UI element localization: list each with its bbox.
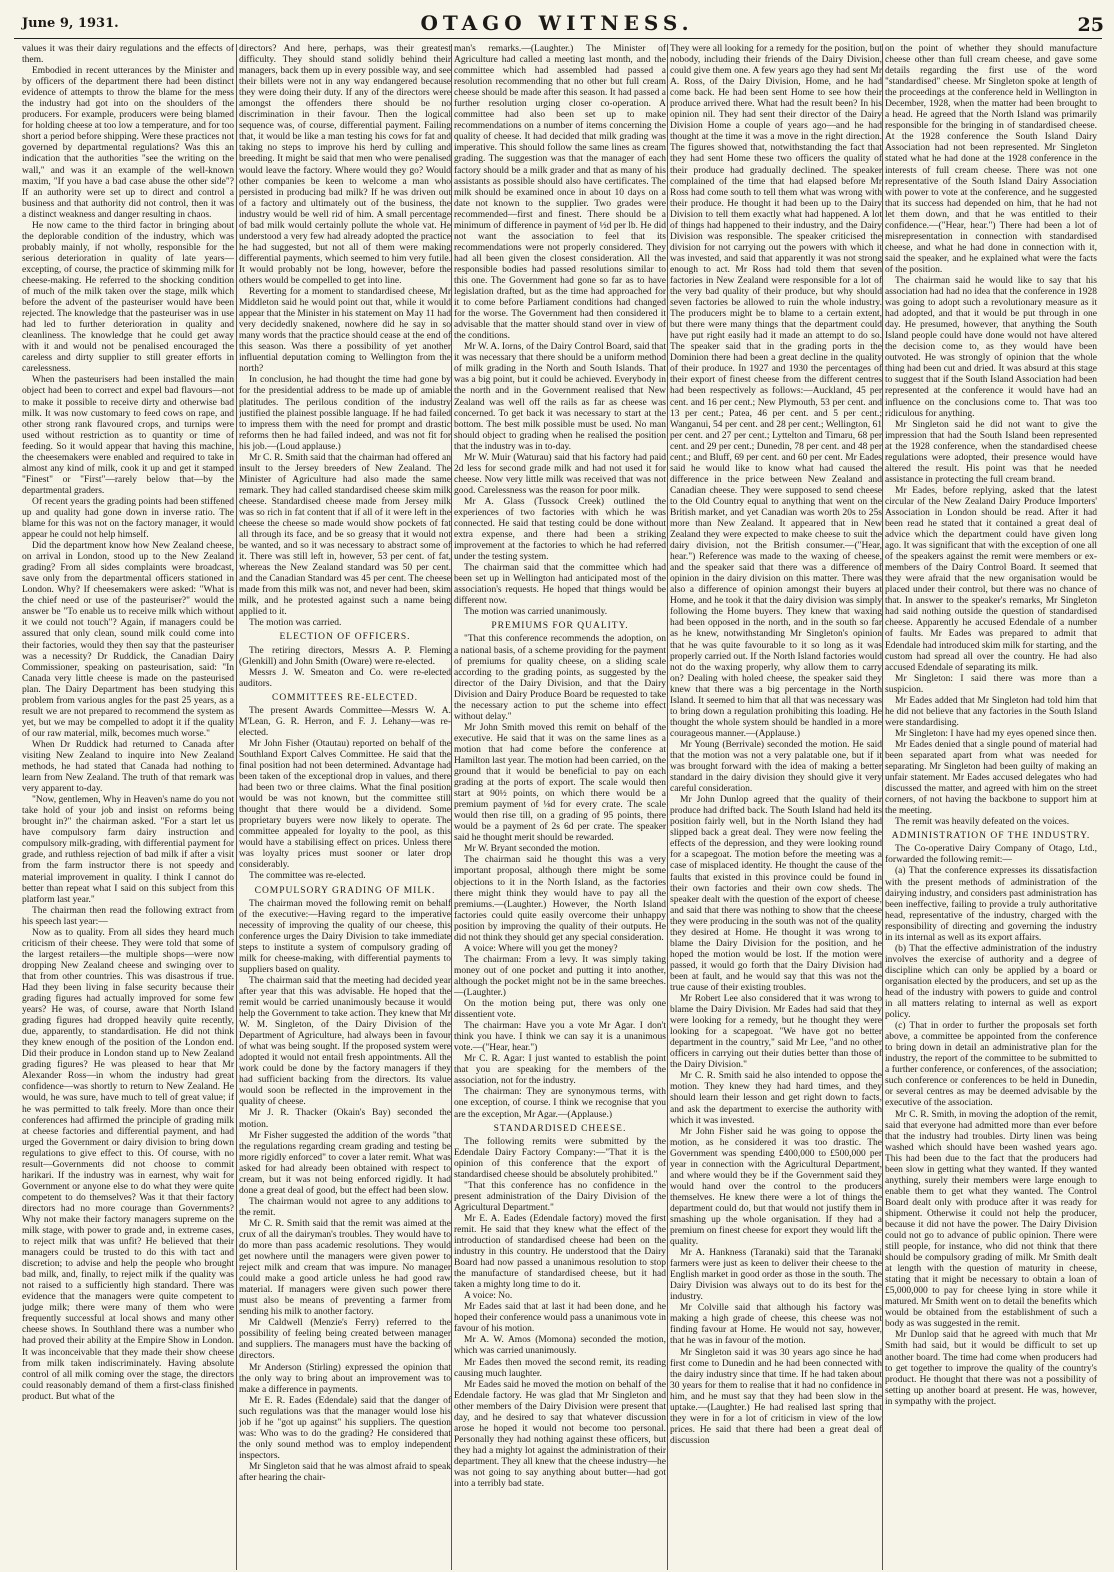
article-paragraph: The present Awards Committee—Messrs W. A. M'Lean, G. R. Herron, and F. J. Lehany—was re-elected. — [239, 705, 451, 738]
article-paragraph: Mr Fisher suggested the addition of the words "that the regulations regarding cream grading and testing be more rigidly enforced" to cover a later remit. What was asked for had already been obtained with respect to cream, but it was not being enforced rigidly. It had done a great deal of good, but the effect had been slow. — [239, 1130, 451, 1196]
text-column-5 — [885, 44, 1097, 1568]
column-divider — [451, 44, 452, 1570]
article-paragraph: The motion was carried. — [249, 618, 342, 629]
article-paragraph: The following remits were submitted by the Edendale Dairy Factory Company:—"That it is the opinion of this conference that the export of standardised cheese should be absolutely prohibited." — [454, 1136, 666, 1180]
article-paragraph: "That this conference has no confidence in the present administration of the Dairy Division of the Agricultural Department." — [454, 1180, 666, 1213]
article-paragraph: Mr Singleton said he did not want to give the impression that had the South Island been represented at the 1928 conference, when the standardised cheese regulations were adopted, their presence would have altered the result. His point was that he needed assistance in protecting the full cream brand. — [885, 419, 1097, 485]
article-paragraph: Of recent years the grading points had been stiffened up and quality had gone down in inverse ratio. The blame for this was not on the factory manager, it would appear he could not help himself. — [22, 496, 234, 541]
article-paragraph: Mr Singleton said that he was almost afraid to speak after hearing the chair- — [239, 1461, 451, 1483]
article-paragraph: Mr W. A. Iorns, of the Dairy Control Board, said that it was necessary that there should be a uniform method of milk grading in the North and South Islands. That was a big point, but it could be achieved. Everybody in the north and in the Government realised that New Zealand was well off the rails as far as cheese was concerned. To get back it was necessary to start at the bottom. The best milk possible must be used. No man should object to grading when he realised the position that the industry was in to-day. — [454, 342, 666, 452]
article-paragraph: Mr Singleton said it was 30 years ago since he had first come to Dunedin and he had been connected with the dairy industry since that time. If he had taken about 30 years for them to realise that it had no confidence in him, and he must say that they had been slow in the uptake.—(Laughter.) He had realised last spring that they were in for a lot of criticism in view of the low prices. He said that there had been a great deal of discussion — [670, 1347, 882, 1446]
article-paragraph: Embodied in recent utterances by the Minister and by officers of the department there had been distinct evidence of attempts to throw the blame for the mess the industry had got into on the shoulders of the producers. For example, producers were being blamed for holding cheese at too low a temperature, and for too short a period before shipping. Were these practices not governed by departmental regulations? Was this an indication that the authorities "see the writing on the wall," and was it an example of the well-known maxim, "If you have a bad case abuse the other side"? If an authority were set up to direct and control a business and that authority did not control, then it was a distinct weakness and danger resulting in chaos. — [22, 66, 234, 220]
text-column-1 — [22, 44, 234, 1568]
article-paragraph: Mr John Fisher (Otautau) reported on behalf of the Southland Export Calves Committee. He said that the final position had not been determined. Advantage had been taken of the exceptional drop in values, and there had been two or three claims. What the final position would be was not known, but the committee still thought that there would be a dividend. Some proprietary buyers were now likely to operate. The committee appealed for loyalty to the pool, as this would have a stabilising effect on prices. Unless there was loyalty prices must sooner or later drop considerably. — [239, 738, 451, 871]
article-paragraph: Mr J. R. Thacker (Okain's Bay) seconded the motion. — [239, 1108, 451, 1130]
article-paragraph: values it was their dairy regulations and the effects of them. — [22, 44, 234, 66]
article-paragraph: Mr Young (Berrivale) seconded the motion. He said that the motion was not a very palatable one, but if it was brought forward with the idea of making a better standard in the dairy division they should give it very careful consideration. — [670, 739, 882, 795]
article-paragraph: man's remarks.—(Laughter.) The Minister of Agriculture had called a meeting last month, and the committee which had assembled had passed a resolution recommending that no other but full cream cheese should be made after this season. It had passed a further resolution urging closer co-operation. A committee had also been set up to make recommendations on a number of items concerning the quality of cheese. It had decided that milk grading was imperative. This should follow the same lines as cream grading. The suggestion was that the manager of each factory should be a milk grader and that as many of his assistants as possible should also have certificates. The milk should be examined once in about 10 days on a date not known to the supplier. Two grades were recommended—first and finest. There should be a minimum of difference in payment of ½d per lb. He did not want the association to feel that its recommendations were not properly considered. They had all been given the closest consideration. All the responsible bodies had passed resolutions similar to this one. The Government had gone so far as to have legislation drafted, but as the time had approached for it to come before Parliament conditions had changed for the worse. The Government had then considered it advisable that the matter should stand over in view of the conditions. — [454, 44, 666, 342]
article-paragraph: On the motion being put, there was only one dissentient vote. — [454, 999, 666, 1021]
article-paragraph: A voice: No. — [464, 1291, 513, 1302]
section-heading: COMPULSORY GRADING OF MILK. — [254, 885, 436, 896]
article-paragraph: Mr C. R. Smith said that the remit was aimed at the crux of all the dairyman's troubles. They would have to do more than pass academic resolutions. They would get nowhere until the managers were given power to reject milk and cream that was impure. No manager could make a good article unless he had good raw material. If managers were given such power there must also be means of preventing a farmer from sending his milk to another factory. — [239, 1218, 451, 1318]
article-paragraph: Mr John Dunlop agreed that the quality of their produce had drifted back. The South Island had held its position fairly well, but in the North Island they had slipped back a great deal. They were now feeling the effects of the depression, and they were looking round for a scapegoat. The motion before the meeting was a case of misplaced identity. He thought the cause of the faults that existed in this province could be found in their own factories and their own cow sheds. The speaker dealt with the question of the export of cheese, and said that there was nothing to show that the cheese they were producing in the south was not of the quality they desired at Home. He thought it was wrong to blame the Dairy Division for the position, and he hoped the motion would be lost. If the motion were passed, it would go forth that the Dairy Division had been at fault, and he would say that this was not the true cause of their existing troubles. — [670, 795, 882, 993]
article-paragraph: The remit was heavily defeated on the voices. — [895, 817, 1070, 828]
article-paragraph: Mr Eades said he moved the motion on behalf of the Edendale factory. He was glad that Mr Singleton and other members of the Dairy Division were present that day, and he desired to say that whatever discussion arose he hoped it would not become too personal. Personally they had nothing against these officers, but they had a mighty lot against the administration of their department. They all knew that the cheese industry—he was not going to say anything about butter—had got into a terribly bad state. — [454, 1379, 666, 1490]
article-paragraph: (a) That the conference expresses its dissatisfaction with the present methods of administration of the dairying industry, and considers past administration has been ineffective, failing to provide a truly authoritative head, representative of the industry, charged with the responsibility of directing and governing the industry in its internal as well as its export affairs. — [885, 866, 1097, 943]
article-paragraph: Mr C. R. Smith said he also intended to oppose the motion. They knew they had hard times, and they should learn their lesson and get right down to facts, and ask the department to exercise the authority with which it was invested. — [670, 1071, 882, 1126]
text-column-2 — [239, 44, 451, 1568]
article-paragraph: They were all looking for a remedy for the position, but nobody, including their friends of the Dairy Division, could give them one. A few years ago they had sent Mr A. Ross, of the Dairy Division, Home, and he had come back. He had been sent Home to see how their produce arrived there. What had the result been? In his opinion nil. They had sent their director of the Dairy Division Home a couple of years ago—and he had thought at the time it was a move in the right direction. The figures showed that, notwithstanding the fact that they had sent Home these two officers the quality of their produce had gradually declined. The speaker complained of the time that had elapsed before Mr Ross had come south to tell them what was wrong with their produce. He thought it had been up to the Dairy Division to tell them exactly what had happened. A lot of things had happened to their industry, and the Dairy Division was responsible. The speaker criticised the division for not carrying out the powers with which it was invested, and said that apparently it was not strong enough to act. Mr Ross had told them that seven factories in New Zealand were responsible for a lot of the very bad quality of their produce, but why should seven factories be allowed to ruin the whole industry. The producers might be to blame to a certain extent, but there were many things that the department could have put right easily had it made an attempt to do so. The speaker said that in the grading ports in the Dominion there had been a great decline in the quality of their produce. In 1927 and 1930 the percentages of their export of finest cheese from the different centres had been respectively as follows:—Auckland, 45 per cent. and 16 per cent.; New Plymouth, 53 per cent. and 13 per cent.; Patea, 46 per cent. and 5 per cent.; Wanganui, 54 per cent. and 28 per cent.; Wellington, 61 per cent. and 27 per cent.; Lyttelton and Timaru, 68 per cent. and 29 per cent.; Dunedin, 78 per cent. and 48 per cent.; and Bluff, 69 per cent. and 60 per cent. Mr Eades said he would like to know what had caused the difference in the price between New Zealand and Canadian cheese. They were supposed to send cheese to the Old Country equal to anything that went on the British market, and yet Canadian was worth 20s to 25s more than New Zealand. It appeared that in New Zealand they were expected to make cheese to suit the dairy division, not the British consumer.—("Hear, hear.") Reference was made to the waxing of cheese, and the speaker said that there was a difference of opinion in the dairy division on this matter. There was also a difference of opinion amongst their buyers at Home, and he took it that the dairy division was simply following the Home buyers. They knew that waxing had been opposed in the north, and in the south so far as he knew, notwithstanding Mr Singleton's opinion that he was quite favourable to it so long as it was properly carried out. If the North Island factories would not do the waxing properly, why allow them to carry on? Dealing with holed cheese, the speaker said they knew that there was a big percentage in the North Island. It seemed to him that all that was necessary was to bring down a regulation prohibiting this loading. He thought the whole system should be handled in a more courageous manner.—(Applause.) — [670, 44, 882, 739]
article-paragraph: The retiring directors, Messrs A. P. Fleming (Glenkill) and John Smith (Oware) were re-elected. — [239, 645, 451, 667]
section-heading: ELECTION OF OFFICERS. — [279, 632, 411, 643]
article-paragraph: Mr Singleton: I said there was more than a suspicion. — [885, 673, 1097, 695]
article-paragraph: Mr E. A. Eades (Edendale factory) moved the first remit. He said that they knew what the effect of the introduction of standardised cheese had been on the industry in this country. He understood that the Dairy Board had now passed a unanimous resolution to stop the manufacture of standardised cheese, but it had taken a mighty long time to do it. — [454, 1213, 666, 1291]
article-paragraph: The chairman then read the following extract from his speech last year:— — [22, 905, 234, 927]
article-paragraph: Mr C. R. Agar: I just wanted to establish the point that you are speaking for the members of the association, not for the industry. — [454, 1054, 666, 1087]
article-paragraph: When Dr Ruddick had returned to Canada after visiting New Zealand to inquire into New Zealand methods, he had stated that Canada had nothing to learn from New Zealand. The truth of that remark was very apparent to-day. — [22, 739, 234, 795]
section-heading: PREMIUMS FOR QUALITY. — [491, 621, 629, 632]
article-paragraph: on the point of whether they should manufacture cheese other than full cream cheese, and gave some details regarding the first use of the word "standardised" cheese. Mr Singleton spoke at length of the proceedings at the conference held in Wellington in December, 1928, when the matter had been brought to a head. He agreed that the North Island was primarily responsible for the bringing in of standardised cheese. At the 1928 conference the South Island Dairy Association had not been represented. Mr Singleton stated what he had done at the 1928 conference in the interests of full cream cheese. There was not one representative of the South Island Dairy Association with power to vote at the conference, and he suggested that its success had depended on him, that he had not let them down, and that he was entitled to their confidence.—("Hear, hear.") There had been a lot of misrepresentation in connection with standardised cheese, and what he had done in connection with it, said the speaker, and he explained what were the facts of the position. — [885, 44, 1097, 275]
article-paragraph: Mr E. R. Eades (Edendale) said that the danger of such regulations was that the manager would lose his job if he "got up against" his suppliers. The question was: Who was to do the grading? He considered that the only sound method was to employ independent inspectors. — [239, 1395, 451, 1461]
article-paragraph: directors? And here, perhaps, was their greatest difficulty. They should stand solidly behind their managers, back them up in every possible way, and see their billets were not in any way endangered because they were doing their duty. If any of the directors were amongst the offenders there should be no discrimination in their favour. Then the logical sequence was, of course, differential payment. Failing that, it would be like a man testing his cows for fat and taking no steps to improve his herd by culling and breeding. It might be said that men who were penalised would leave the factory. Where would they go? Would other companies be keen to welcome a man who persisted in producing bad milk? If he was driven out of a factory and ultimately out of the business, the industry would be well rid of him. A small percentage of bad milk would certainly pollute the whole vat. He understood a very few had already adopted the practice he had suggested, but not all of them were making differential payments, which seemed to him very futile. It would probably not be long, however, before the others would be compelled to get into line. — [239, 44, 451, 286]
article-paragraph: He now came to the third factor in bringing about the deplorable condition of the industry, which was probably mainly, if not wholly, responsible for the serious deterioration in quality of late years—excepting, of course, the practice of skimming milk for cheese-making. He referred to the shocking condition of much of the milk taken over the stage, milk which before the advent of the pasteuriser would have been rejected. The knowledge that the pasteuriser was in use had led to further deterioration in quality and cleanliness. The knowledge that he could get away with it and would not be penalised encouraged the careless and dirty supplier to still greater efforts in carelessness. — [22, 220, 234, 375]
article-paragraph: The chairman said that the meeting had decided year after year that this was advisable. He hoped that the remit would be carried unanimously because it would help the Government to take action. They knew that Mr W. M. Singleton, of the Dairy Division of the Department of Agriculture, had always been in favour of what was being sought. If the proposed system were adopted it would not entail fresh appointments. All the work could be done by the factory managers if they had sufficient backing from the directors. Its value would soon be reflected in the improvement in the quality of cheese. — [239, 975, 451, 1108]
article-paragraph: The chairman: Have you a vote Mr Agar. I don't think you have. I think we can say it is a unanimous vote.—("Hear, hear.") — [454, 1021, 666, 1054]
article-paragraph: Mr Dunlop said that he agreed with much that Mr Smith had said, but it would be difficult to set up another board. The time had come when producers had to get together to improve the quality of the country's product. He thought that there was not a possibility of setting up another board at present. He was, however, in sympathy with the project. — [885, 1330, 1097, 1407]
newspaper-title: OTAGO WITNESS. — [420, 11, 694, 35]
article-paragraph: (b) That the effective administration of the industry involves the exercise of authority and a degree of discipline which can only be applied by a board or organisation elected by the producers, and set up as the head of the industry with powers to guide and control in all matters relating to internal as well as export policy. — [885, 943, 1097, 1021]
article-paragraph: The chairman said he thought this was a very important proposal, although there might be some objections to it in the North Island, as the factories there might think they would have to pay all the premiums.—(Laughter.) However, the North Island factories could quite easily overcome their unhappy position by improving the quality of their outputs. He did not think they should get any special consideration. — [454, 855, 666, 943]
article-paragraph: Mr John Smith moved this remit on behalf of the executive. He said that it was on the same lines as a motion that had come before the conference at Hamilton last year. The motion had been carried, on the ground that it would be beneficial to pay on each grading at the ports of export. The scale would then start at 90½ points, on which there would be a premium payment of ⅛d for every crate. The scale would then rise till, on a grading of 95 points, there would be a payment of 2s 6d per crate. The speaker said he thought merit should be rewarded. — [454, 722, 666, 844]
article-paragraph: Mr C. R. Smith, in moving the adoption of the remit, said that everyone had admitted more than ever before that the industry had troubles. Dirty linen was being washed which should have been washed years ago. This had been due to the fact that the producers had been slow in getting what they wanted. If they wanted anything, surely their members were large enough to enable them to get what they wanted. The Control Board dealt only with produce after it was ready for shipment. Otherwise it could not help the producer, because it did not have the power. The Dairy Division could not go to advance of public opinion. There were still people, for instance, who did not think that there should be compulsory grading of milk. Mr Smith dealt at length with the question of maturity in cheese, stating that it might be necessary to obtain a loan of £5,000,000 to pay for cheese lying in store while it matured. Mr Smith went on to detail the benefits which would be obtained from the establishment of such a body as was suggested in the remit. — [885, 1109, 1097, 1330]
article-paragraph: Mr Robert Lee also considered that it was wrong to blame the Dairy Division. Mr Eades had said that they were looking for a remedy, but he thought they were looking for a scapegoat. "We have got no better department in the country," said Mr Lee, "and no other officers in carrying out their duties better than those of the Dairy Division." — [670, 994, 882, 1071]
article-paragraph: Mr W. Bryant seconded the motion. — [464, 844, 600, 855]
section-heading: ADMINISTRATION OF THE INDUSTRY. — [891, 831, 1091, 842]
text-column-4 — [670, 44, 882, 1568]
article-paragraph: Mr Eades then moved the second remit, its reading causing much laughter. — [454, 1357, 666, 1379]
article-paragraph: Messrs J. W. Smeaton and Co. were re-elected auditors. — [239, 667, 451, 689]
article-paragraph: (c) That in order to further the proposals set forth above, a committee be appointed from the conference to bring down in detail an administrative plan for the industry, the report of the committee to be submitted to a further conference, or conferences, of the association; such conference or conferences to be held in Dunedin, or several centres as may be deemed advisable by the executive of the association. — [885, 1021, 1097, 1109]
article-paragraph: Mr Anderson (Stirling) expressed the opinion that the only way to bring about an improvement was to make a difference in payments. — [239, 1362, 451, 1395]
article-paragraph: The motion was carried unanimously. — [464, 607, 608, 618]
article-paragraph: In conclusion, he had thought the time had gone by for the presidential address to be made up of amiable platitudes. The perilous condition of the industry justified the plainest possible language. If he had failed to impress them with the need for prompt and drastic reforms then he had failed indeed, and was not fit for his job.—(Loud applause.) — [239, 375, 451, 452]
column-divider — [236, 44, 237, 1570]
article-paragraph: Mr A. Hankness (Taranaki) said that the Taranaki farmers were just as keen to deliver their cheese to the English market in good order as those in the south. The Dairy Division was always out to do its best for the industry. — [670, 1248, 882, 1303]
column-divider — [882, 44, 883, 1570]
issue-date: June 9, 1931. — [22, 16, 119, 31]
article-paragraph: Did the department know how New Zealand cheese, on arrival in London, stood up to the New Zealand grading? From all sides complaints were broadcast, save only from the departmental officers stationed in London. Why? If cheesemakers were asked: "What is the chief need or use of the pasteuriser?" would the answer be "To enable us to receive milk which without it we could not touch"? Again, if managers could be assured that only clean, sound milk could come into their factories, would they then say that the pasteuriser was a necessity? Dr Ruddick, the Canadian Dairy Commissioner, speaking on pasteurisation, said: "In Canada very little cheese is made on the pasteurised plan. The Dairy Department has been studying this problem from various angles for the past 25 years, as a result we are not prepared to recommend the system as yet, but we may be compelled to adopt it if the quality of our raw material, milk, becomes much worse." — [22, 541, 234, 739]
article-paragraph: The Co-operative Dairy Company of Otago, Ltd., forwarded the following remit:— — [885, 844, 1097, 866]
article-paragraph: Mr C. R. Smith said that the chairman had offered an insult to the Jersey breeders of New Zealand. The Minister of Agriculture had also made the same remark. They had called standardised cheese skim milk cheese. Standardised cheese made from Jersey milk was so rich in fat content that if all of it were left in the cheese the cheese so made would show pockets of fat all through its face, and be so greasy that it would not be wanted, and so it was necessary to abstract some of it. There was still left in, however, 53 per cent. of fat, whereas the New Zealand standard was 50 per cent. and the Canadian Standard was 45 per cent. The cheese made from this milk was not, and never had been, skim milk, and he protested against such a name being applied to it. — [239, 452, 451, 618]
article-paragraph: Mr Colville said that although his factory was making a high grade of cheese, this cheese was not finding favour at Home. He would not say, however, that he was in favour of the motion. — [670, 1303, 882, 1347]
article-paragraph: Mr Eades denied that a single pound of material had been separated apart from what was needed for separating. Mr Singleton had been guilty of making an unfair statement. Mr Eades accused delegates who had discussed the matter, and agreed with him on the street corners, of not having the backbone to support him at the meeting. — [885, 739, 1097, 817]
article-paragraph: The chairman would not agree to any additions to the remit. — [239, 1196, 451, 1218]
article-paragraph: The chairman said he would like to say that his association had had no idea that the conference in 1928 was going to adopt such a revolutionary measure as it had adopted, and that it would be put through in one day. He presumed, however, that anything the South Island people could have done would not have altered the decision come to, as they would have been outvoted. He was strongly of opinion that the whole thing had been cut and dried. It was absurd at this stage to suggest that if the South Island Association had been represented at the conference it would have had an influence on the conclusions come to. That was too ridiculous for anything. — [885, 275, 1097, 419]
section-heading: COMMITTEES RE-ELECTED. — [271, 692, 418, 703]
page-number: 25 — [1077, 14, 1104, 36]
article-paragraph: Mr Eades, before replying, asked that the latest circular of the New Zealand Dairy Produce Importers' Association in London should be read. After it had been read he stated that it contained a great deal of advice which the department could have given long ago. It was significant that with the exception of one all of the speakers against the remit were members or ex-members of the Dairy Control Board. It seemed that they were afraid that the new organisation would be placed under their control, but there was no chance of that. In answer to the speaker's remarks, Mr Singleton had said nothing outside the question of standardised cheese. Apparently he accused Edendale of a number of faults. Mr Eades was prepared to admit that Edendale had introduced skim milk for starting, and the custom had spread all over the country. He had also accused Edendale of separating its milk. — [885, 485, 1097, 673]
article-paragraph: The chairman moved the following remit on behalf of the executive:—Having regard to the imperative necessity of improving the quality of our cheese, this conference urges the Dairy Division to take immediate steps to institute a system of compulsory grading of milk for cheese-making, with differential payments to suppliers based on quality. — [239, 898, 451, 975]
article-paragraph: Mr Eades said that at last it had been done, and he hoped their conference would pass a unanimous vote in favour of his motion. — [454, 1302, 666, 1335]
article-paragraph: The chairman: From a levy. It was simply taking money out of one pocket and putting it into another, although the pocket might not be in the same breeches.—(Laughter.) — [454, 954, 666, 998]
article-paragraph: Mr Singleton: I have had my eyes opened since then. — [895, 728, 1097, 739]
text-column-3 — [454, 44, 666, 1568]
article-paragraph: Mr A. W. Amos (Momona) seconded the motion, which was carried unanimously. — [454, 1335, 666, 1357]
article-paragraph: The chairman: They are synonymous terms, with one exception, of course. I think we recognise that you are the exception, Mr Agar.—(Applause.) — [454, 1087, 666, 1120]
article-paragraph: "That this conference recommends the adoption, on a national basis, of a scheme providing for the payment of premiums for quality cheese, on a sliding scale according to the grading points, as suggested by the director of the Dairy Division, and that the Dairy Division and Dairy Produce Board be requested to take the necessary action to put the scheme into effect without delay." — [454, 634, 666, 722]
article-paragraph: Mr W. Muir (Waturau) said that his factory had paid 2d less for second grade milk and had not used it for cheese. Now very little milk was received that was not good. Carelessness was the reason for poor milk. — [454, 452, 666, 496]
column-divider — [667, 44, 668, 1570]
article-paragraph: Mr John Fisher said he was going to oppose the motion, as he considered it was too drastic. The Government was spending £400,000 to £500,000 per year in connection with the Agricultural Department, and where would they be if the Government said they would hand over the control to the producers themselves. He knew there were a lot of things the department could do, but that would not justify them in smashing up the whole organisation. If they had a premium on finest cheese for export they would lift the quality. — [670, 1126, 882, 1248]
masthead — [0, 0, 1114, 40]
masthead-rule — [14, 38, 1102, 39]
article-paragraph: Mr A. Glass (Tussock Creek) outlined the experiences of two factories with which he was connected. He said that testing could be done without extra expense, and there had been a striking improvement at the factories to which he had referred under the testing system. — [454, 496, 666, 563]
article-paragraph: The chairman said that the committee which had been set up in Wellington had anticipated most of the association's requests. He hoped that things would be different now. — [454, 563, 666, 607]
article-paragraph: Now as to quality. From all sides they heard much criticism of their cheese. They were told that some of the largest retailers—the multiple shops—were now dropping New Zealand cheese and swinging over to that from other countries. This was disastrous if true. Had they been living in false security because their grading figures had actually improved for some few years? He was, of course, aware that North Island grading figures had dropped heavily quite recently, due, apparently, to standardisation. He did not think they knew enough of the position of the London end. Did their produce in London stand up to New Zealand grading figures? He was pleased to hear that Mr Alexander Ross—in whom the industry had great confidence—was shortly to return to New Zealand. He would, he was sure, have much to tell of great value; if he was permitted to talk freely. More than once their conferences had affirmed the principle of grading milk at cheese factories and differential payment, and had urged the Government or dairy division to bring down regulations to give effect to this. Of course, with no result—Governments did not choose to commit harikari. If the industry was in earnest, why wait for Government or anyone else to do what they were quite competent to do themselves? Was it that their factory directors had no more courage than Governments? Why not make their factory managers supreme on the milk stage, with power to grade and, in extreme cases, to reject milk that was unfit? He believed that their managers could be trusted to do this with tact and discretion; to advise and help the people who brought bad milk, and, finally, to reject milk if the quality was not raised to a sufficiently high standard. There was evidence that the managers were quite competent to judge milk; there were many of them who were frequently successful at local shows and many other cheese shows. In Southland there was a number who had proved their ability at the Empire Show in London. It was inconceivable that they made their show cheese from milk taken indiscriminately. Having absolute control of all milk coming over the stage, the directors could reasonably demand of them a first-class finished product. But what of the — [22, 927, 234, 1402]
article-paragraph: "Now, gentlemen, Why in Heaven's name do you not take hold of your job and insist on reforms being brought in?" the chairman asked. "For a start let us have compulsory farm dairy instruction and compulsory milk-grading, with differential payment for grade, and ruthless rejection of bad milk if after a visit from the farm instructor there is not speedy and material improvement in quality. I think I cannot do better than repeat what I said on this subject from this platform last year." — [22, 795, 234, 905]
article-paragraph: Mr Eades added that Mr Singleton had told him that he did not believe that any factories in the South Island were standardising. — [885, 695, 1097, 728]
article-paragraph: Reverting for a moment to standardised cheese, Mr Middleton said he would point out that, while it would appear that the Minister in his statement on May 11 had very decidedly snakened, nowhere did he say in so many words that the practice should cease at the end of this season. Was there a possibility of yet another influential deputation coming to Wellington from the north? — [239, 287, 451, 375]
section-heading: STANDARDISED CHEESE. — [493, 1123, 627, 1134]
article-paragraph: When the pasteurisers had been installed the main object had been to correct and expel bad flavours—not to make it possible to receive dirty and otherwise bad milk. It was now customary to feed cows on rape, and other strong rank flavoured crops, and turnips were used without restriction as to quantity or time of feeding. So it would appear that having this machine, the cheesemakers were enabled and required to take in almost any kind of milk, cook it up and get it stamped "Finest" or "First"—rarely below that—by the departmental graders. — [22, 375, 234, 496]
article-paragraph: Mr Caldwell (Menzie's Ferry) referred to the possibility of feeling being created between manager and suppliers. The managers must have the backing of directors. — [239, 1318, 451, 1362]
article-paragraph: A voice: Where will you get the money? — [464, 943, 618, 954]
article-paragraph: The committee was re-elected. — [249, 871, 366, 882]
